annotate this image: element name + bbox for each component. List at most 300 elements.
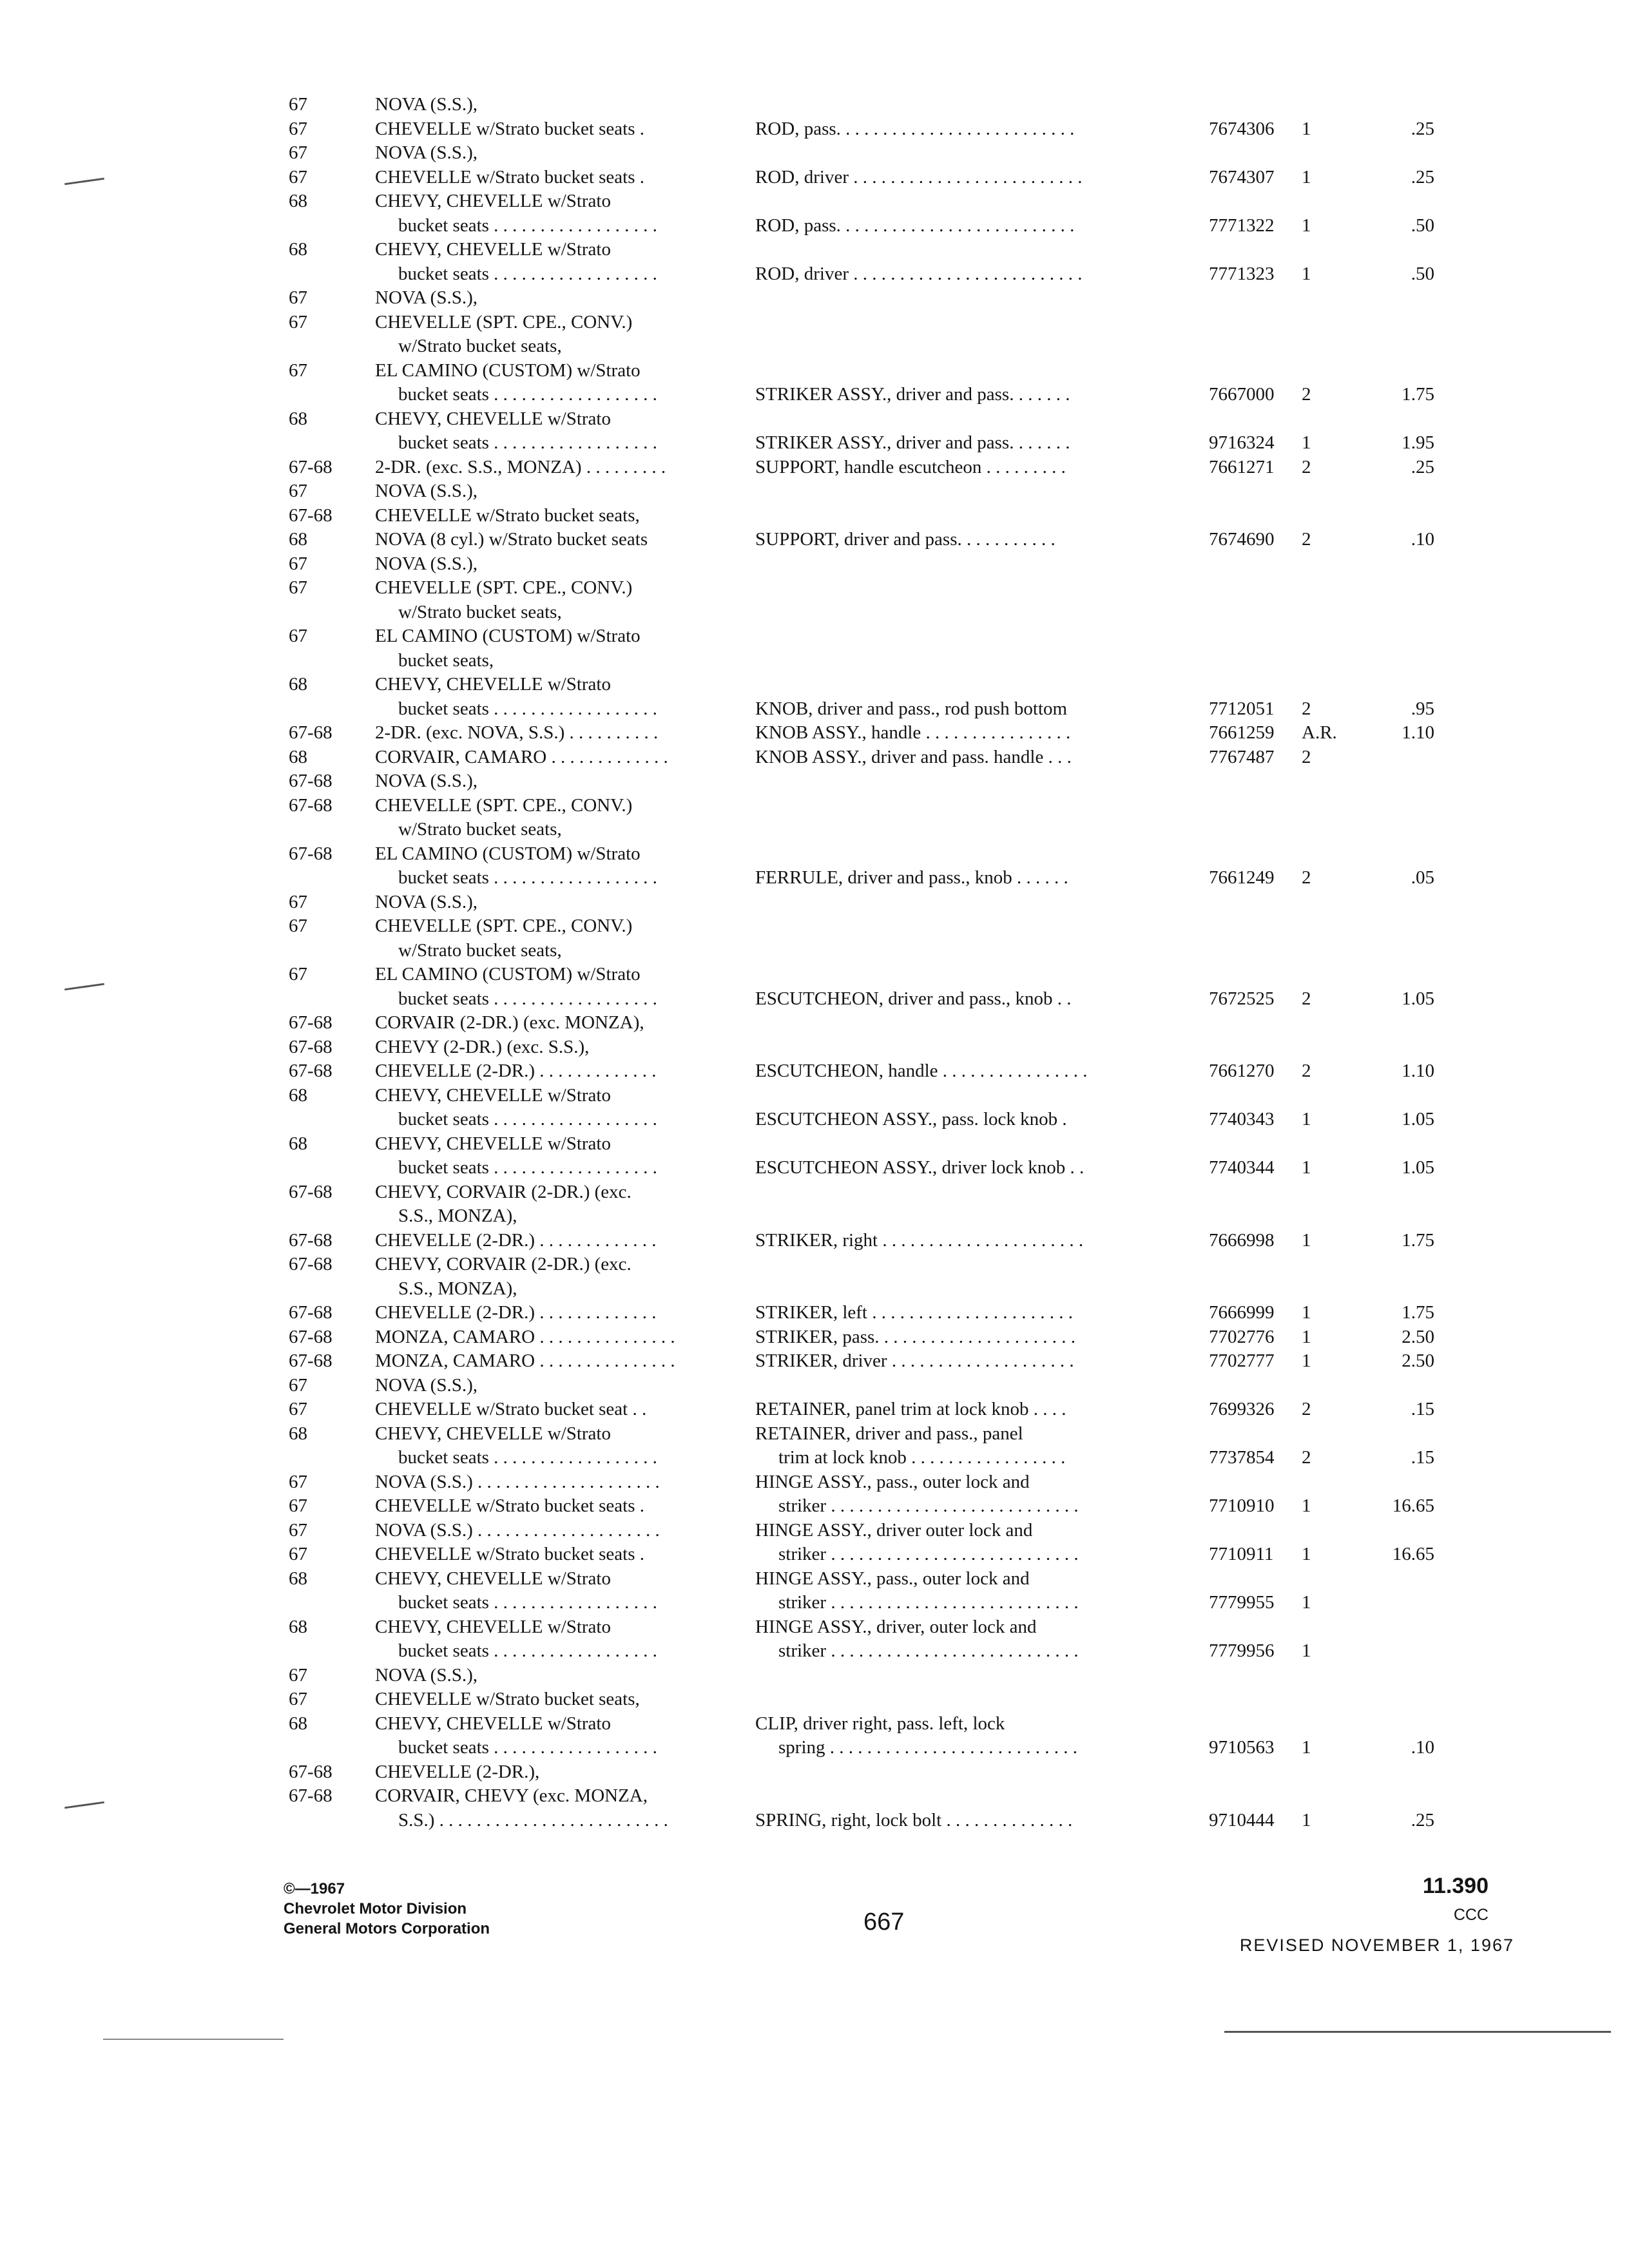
parts-row [284, 1542, 1521, 1567]
parts-row [284, 528, 1521, 552]
model-cell: w/Strato bucket seats, [398, 601, 562, 622]
model-year-cell: 67-68 [289, 1061, 333, 1081]
model-year-cell: 68 [289, 1568, 307, 1589]
price-cell: 16.65 [1392, 1544, 1434, 1564]
part-number-cell: 7674690 [1209, 529, 1275, 550]
parts-row [284, 1180, 1521, 1205]
quantity-cell: A.R. [1302, 722, 1337, 743]
corporation-name: General Motors Corporation [284, 1920, 490, 1937]
model-year-cell: 68 [289, 191, 307, 211]
model-cell: bucket seats . . . . . . . . . . . . . . . . . . [398, 1157, 657, 1178]
model-year-cell: 67 [289, 1399, 307, 1419]
model-year-cell: 68 [289, 746, 307, 767]
quantity-cell: 1 [1302, 1350, 1311, 1371]
model-year-cell: 67-68 [289, 771, 333, 791]
model-cell: bucket seats . . . . . . . . . . . . . . . . . . [398, 263, 657, 284]
price-cell: 1.05 [1402, 1109, 1434, 1129]
part-description-cell: ESCUTCHEON, handle . . . . . . . . . . . . . . . . [755, 1061, 1088, 1081]
model-cell: CHEVY, CHEVELLE w/Strato [375, 1133, 611, 1154]
model-year-cell: 67-68 [289, 722, 333, 743]
part-description-cell: ROD, driver . . . . . . . . . . . . . . . . . . . . . . . . . [755, 263, 1083, 284]
model-year-cell: 67 [289, 1374, 307, 1396]
parts-row [284, 914, 1521, 939]
part-description-cell: ROD, driver . . . . . . . . . . . . . . . . . . . . . . . . . [755, 166, 1083, 187]
model-cell: MONZA, CAMARO . . . . . . . . . . . . . . . [375, 1350, 675, 1371]
parts-row [284, 1084, 1521, 1108]
part-description-cell: KNOB ASSY., driver and pass. handle . . . [755, 746, 1072, 767]
parts-row [284, 504, 1521, 528]
quantity-cell: 1 [1302, 1592, 1311, 1613]
part-description-cell: STRIKER, driver . . . . . . . . . . . . . . . . . . . . [755, 1350, 1074, 1371]
parts-row [284, 721, 1521, 745]
division-name: Chevrolet Motor Division [284, 1900, 467, 1917]
model-year-cell: 67-68 [289, 843, 333, 864]
parts-row [284, 1229, 1521, 1253]
quantity-cell: 2 [1302, 1399, 1311, 1419]
model-cell: S.S., MONZA), [398, 1278, 517, 1299]
model-cell: bucket seats . . . . . . . . . . . . . . . . . . [398, 867, 657, 888]
part-number-cell: 7737854 [1209, 1447, 1275, 1468]
price-cell: 1.75 [1402, 384, 1434, 405]
quantity-cell: 2 [1302, 867, 1311, 888]
price-cell: .15 [1411, 1447, 1434, 1468]
model-year-cell: 67 [289, 1471, 307, 1492]
model-cell: NOVA (S.S.), [375, 553, 478, 574]
model-year-cell: 67-68 [289, 1229, 333, 1251]
model-cell: CHEVELLE (SPT. CPE., CONV.) [375, 794, 633, 816]
part-description-cell: striker . . . . . . . . . . . . . . . . . . . . . . . . . . . [778, 1592, 1079, 1613]
publisher-block [284, 1879, 490, 1939]
model-cell: EL CAMINO (CUSTOM) w/Strato [375, 964, 641, 985]
parts-row [284, 189, 1521, 214]
part-description-cell: HINGE ASSY., driver, outer lock and [755, 1616, 1037, 1637]
parts-row [284, 1687, 1521, 1712]
part-description-cell: FERRULE, driver and pass., knob . . . . . . [755, 867, 1068, 888]
model-year-cell: 67-68 [289, 1350, 333, 1371]
price-cell: .10 [1411, 529, 1434, 550]
parts-row [284, 745, 1521, 770]
model-cell: NOVA (S.S.), [375, 481, 478, 501]
part-number-cell: 7767487 [1209, 746, 1275, 767]
part-number-cell: 9716324 [1209, 432, 1275, 453]
part-description-cell: RETAINER, panel trim at lock knob . . . . [755, 1399, 1066, 1419]
model-cell: NOVA (S.S.), [375, 1664, 478, 1686]
parts-row [284, 1591, 1521, 1615]
model-year-cell: 67 [289, 1664, 307, 1686]
parts-row [284, 1470, 1521, 1495]
part-description-cell: RETAINER, driver and pass., panel [755, 1423, 1023, 1444]
parts-row [284, 166, 1521, 190]
scan-edge-mark [64, 1802, 104, 1809]
model-cell: CORVAIR, CHEVY (exc. MONZA, [375, 1785, 648, 1806]
model-year-cell: 67 [289, 311, 307, 332]
part-description-cell: SPRING, right, lock bolt . . . . . . . . . . . . . . [755, 1809, 1073, 1831]
model-cell: bucket seats . . . . . . . . . . . . . . . . . . [398, 432, 657, 453]
part-number-cell: 7771322 [1209, 215, 1275, 236]
part-description-cell: ESCUTCHEON ASSY., pass. lock knob . [755, 1109, 1067, 1129]
parts-row [284, 359, 1521, 383]
part-number-cell: 7661249 [1209, 867, 1275, 888]
model-cell: NOVA (S.S.), [375, 771, 478, 791]
parts-row [284, 1277, 1521, 1302]
part-description-cell: STRIKER, left . . . . . . . . . . . . . . . . . . . . . . [755, 1302, 1073, 1323]
quantity-cell: 2 [1302, 1061, 1311, 1081]
parts-row [284, 1736, 1521, 1760]
parts-row [284, 1712, 1521, 1736]
model-year-cell: 67 [289, 142, 307, 163]
model-year-cell: 68 [289, 1133, 307, 1154]
parts-row [284, 552, 1521, 577]
part-number-cell: 7661271 [1209, 456, 1275, 477]
model-cell: CHEVY, CORVAIR (2-DR.) (exc. [375, 1254, 631, 1274]
quantity-cell: 1 [1302, 1809, 1311, 1831]
model-cell: 2-DR. (exc. NOVA, S.S.) . . . . . . . . . . [375, 722, 659, 743]
model-year-cell: 67-68 [289, 1036, 333, 1057]
revision-date: REVISED NOVEMBER 1, 1967 [1239, 1936, 1514, 1955]
model-year-cell: 67-68 [289, 1254, 333, 1274]
quantity-cell: 2 [1302, 746, 1311, 767]
parts-row [284, 1639, 1521, 1664]
quantity-cell: 2 [1302, 988, 1311, 1009]
quantity-cell: 2 [1302, 456, 1311, 477]
part-number-cell: 7740343 [1209, 1109, 1275, 1129]
model-cell: CHEVY, CHEVELLE w/Strato [375, 1423, 611, 1444]
model-year-cell: 67-68 [289, 1302, 333, 1323]
parts-row [284, 1108, 1521, 1132]
model-year-cell: 67 [289, 577, 307, 598]
part-number-cell: 9710444 [1209, 1809, 1275, 1831]
quantity-cell: 2 [1302, 698, 1311, 719]
parts-row [284, 1011, 1521, 1035]
parts-row [284, 673, 1521, 697]
part-number-cell: 7710911 [1209, 1544, 1274, 1564]
parts-row [284, 987, 1521, 1012]
parts-row [284, 866, 1521, 890]
part-description-cell: ROD, pass. . . . . . . . . . . . . . . . . . . . . . . . . . [755, 118, 1075, 139]
price-cell: .25 [1411, 1809, 1434, 1831]
model-cell: w/Strato bucket seats, [398, 819, 562, 840]
quantity-cell: 2 [1302, 1447, 1311, 1468]
parts-row [284, 769, 1521, 794]
parts-row [284, 697, 1521, 722]
model-cell: NOVA (S.S.), [375, 287, 478, 308]
price-cell: 1.10 [1402, 1061, 1434, 1081]
parts-row [284, 576, 1521, 601]
model-year-cell: 68 [289, 674, 307, 695]
model-cell: CHEVELLE (SPT. CPE., CONV.) [375, 916, 633, 936]
parts-row [284, 431, 1521, 456]
model-cell: CHEVELLE w/Strato bucket seats, [375, 505, 640, 526]
part-number-cell: 7672525 [1209, 988, 1275, 1009]
page-number: 667 [863, 1908, 905, 1936]
parts-row [284, 479, 1521, 504]
section-number: 11.390 [1422, 1874, 1489, 1898]
model-cell: bucket seats . . . . . . . . . . . . . . . . . . [398, 1447, 657, 1468]
parts-row [284, 794, 1521, 818]
parts-row [284, 649, 1521, 673]
parts-row [284, 214, 1521, 238]
model-year-cell: 67-68 [289, 794, 333, 816]
model-cell: CHEVY, CHEVELLE w/Strato [375, 239, 611, 260]
parts-row [284, 1494, 1521, 1519]
model-cell: CHEVELLE (2-DR.) . . . . . . . . . . . . . [375, 1302, 657, 1323]
model-cell: CHEVELLE (SPT. CPE., CONV.) [375, 311, 633, 332]
quantity-cell: 1 [1302, 166, 1311, 187]
model-cell: CHEVELLE w/Strato bucket seats, [375, 1689, 640, 1709]
model-year-cell: 68 [289, 1084, 307, 1106]
model-cell: CHEVY, CHEVELLE w/Strato [375, 1084, 611, 1106]
price-cell: .50 [1411, 215, 1434, 236]
model-cell: NOVA (S.S.), [375, 891, 478, 912]
model-cell: NOVA (S.S.) . . . . . . . . . . . . . . . . . . . . [375, 1471, 660, 1492]
quantity-cell: 1 [1302, 1544, 1311, 1564]
parts-row [284, 1809, 1521, 1833]
model-year-cell: 68 [289, 1713, 307, 1734]
part-description-cell: HINGE ASSY., pass., outer lock and [755, 1568, 1030, 1589]
parts-listing [284, 93, 1521, 1832]
quantity-cell: 1 [1302, 1737, 1311, 1758]
part-number-cell: 7661270 [1209, 1061, 1275, 1081]
parts-row [284, 262, 1521, 287]
model-year-cell: 67 [289, 964, 307, 985]
quantity-cell: 2 [1302, 384, 1311, 405]
part-number-cell: 7710910 [1209, 1495, 1275, 1516]
price-cell: .25 [1411, 118, 1434, 139]
price-cell: .25 [1411, 166, 1434, 187]
quantity-cell: 1 [1302, 1229, 1311, 1251]
part-number-cell: 7667000 [1209, 384, 1275, 405]
part-description-cell: ESCUTCHEON, driver and pass., knob . . [755, 988, 1072, 1009]
model-year-cell: 67 [289, 553, 307, 574]
part-number-cell: 7674307 [1209, 166, 1275, 187]
model-cell: bucket seats . . . . . . . . . . . . . . . . . . [398, 1640, 657, 1661]
part-number-cell: 7666998 [1209, 1229, 1275, 1251]
parts-row [284, 286, 1521, 311]
price-cell: .15 [1411, 1399, 1434, 1419]
parts-row [284, 1059, 1521, 1084]
model-cell: CHEVELLE (SPT. CPE., CONV.) [375, 577, 633, 598]
quantity-cell: 1 [1302, 215, 1311, 236]
model-cell: NOVA (S.S.), [375, 1374, 478, 1396]
model-year-cell: 67 [289, 94, 307, 115]
model-cell: CHEVY, CHEVELLE w/Strato [375, 191, 611, 211]
model-year-cell: 67 [289, 626, 307, 646]
part-number-cell: 7740344 [1209, 1157, 1275, 1178]
parts-row [284, 93, 1521, 117]
model-year-cell: 67 [289, 166, 307, 187]
model-cell: CORVAIR, CAMARO . . . . . . . . . . . . . [375, 746, 668, 767]
part-description-cell: KNOB ASSY., handle . . . . . . . . . . . . . . . . [755, 722, 1071, 743]
part-description-cell: STRIKER, pass. . . . . . . . . . . . . . . . . . . . . . [755, 1326, 1076, 1347]
model-cell: CHEVELLE (2-DR.), [375, 1761, 540, 1782]
quantity-cell: 1 [1302, 1640, 1311, 1661]
part-number-cell: 7702777 [1209, 1350, 1275, 1371]
parts-row [284, 1519, 1521, 1543]
part-number-cell: 7712051 [1209, 698, 1275, 719]
price-cell: 1.05 [1402, 988, 1434, 1009]
parts-row [284, 818, 1521, 842]
model-cell: w/Strato bucket seats, [398, 939, 562, 961]
part-number-cell: 9710563 [1209, 1737, 1275, 1758]
parts-row [284, 1422, 1521, 1446]
model-year-cell: 67 [289, 891, 307, 912]
model-cell: bucket seats . . . . . . . . . . . . . . . . . . [398, 384, 657, 405]
quantity-cell: 1 [1302, 1157, 1311, 1178]
parts-row [284, 383, 1521, 407]
model-cell: MONZA, CAMARO . . . . . . . . . . . . . . . [375, 1326, 675, 1347]
parts-row [284, 1156, 1521, 1180]
parts-row [284, 1567, 1521, 1591]
model-cell: CHEVELLE w/Strato bucket seats . [375, 166, 644, 187]
price-cell: 2.50 [1402, 1350, 1434, 1371]
part-description-cell: STRIKER ASSY., driver and pass. . . . . . . [755, 384, 1070, 405]
part-description-cell: HINGE ASSY., driver outer lock and [755, 1519, 1033, 1541]
part-description-cell: CLIP, driver right, pass. left, lock [755, 1713, 1005, 1734]
quantity-cell: 2 [1302, 529, 1311, 550]
model-year-cell: 67-68 [289, 1181, 333, 1202]
quantity-cell: 1 [1302, 1326, 1311, 1347]
parts-row [284, 1664, 1521, 1688]
part-number-cell: 7702776 [1209, 1326, 1275, 1347]
model-cell: S.S., MONZA), [398, 1206, 517, 1226]
parts-row [284, 1784, 1521, 1809]
model-year-cell: 67 [289, 360, 307, 381]
model-cell: EL CAMINO (CUSTOM) w/Strato [375, 843, 641, 864]
parts-row [284, 1398, 1521, 1422]
part-number-cell: 7699326 [1209, 1399, 1275, 1419]
copyright-notice: ©—1967 [284, 1880, 345, 1898]
part-description-cell: spring . . . . . . . . . . . . . . . . . . . . . . . . . . . [778, 1737, 1077, 1758]
price-cell: .95 [1411, 698, 1434, 719]
price-cell: 1.75 [1402, 1229, 1434, 1251]
part-number-cell: 7661259 [1209, 722, 1275, 743]
part-number-cell: 7674306 [1209, 118, 1275, 139]
model-cell: bucket seats . . . . . . . . . . . . . . . . . . [398, 988, 657, 1009]
model-year-cell: 67 [289, 481, 307, 501]
part-number-cell: 7779956 [1209, 1640, 1275, 1661]
model-cell: NOVA (S.S.), [375, 142, 478, 163]
scan-edge-mark [64, 178, 104, 186]
part-number-cell: 7666999 [1209, 1302, 1275, 1323]
model-cell: CHEVELLE w/Strato bucket seats . [375, 1495, 644, 1516]
price-cell: .10 [1411, 1737, 1434, 1758]
model-year-cell: 68 [289, 1616, 307, 1637]
model-cell: 2-DR. (exc. S.S., MONZA) . . . . . . . . . [375, 456, 666, 477]
parts-row [284, 456, 1521, 480]
parts-row [284, 407, 1521, 432]
price-cell: 1.95 [1402, 432, 1434, 453]
model-cell: S.S.) . . . . . . . . . . . . . . . . . . . . . . . . . [398, 1809, 668, 1831]
model-cell: EL CAMINO (CUSTOM) w/Strato [375, 626, 641, 646]
part-description-cell: SUPPORT, handle escutcheon . . . . . . . . . [755, 456, 1066, 477]
model-cell: bucket seats . . . . . . . . . . . . . . . . . . [398, 1737, 657, 1758]
part-number-cell: 7771323 [1209, 263, 1275, 284]
part-description-cell: HINGE ASSY., pass., outer lock and [755, 1471, 1030, 1492]
parts-row [284, 624, 1521, 649]
price-cell: .50 [1411, 263, 1434, 284]
model-year-cell: 67-68 [289, 1761, 333, 1782]
part-description-cell: ROD, pass. . . . . . . . . . . . . . . . . . . . . . . . . . [755, 215, 1075, 236]
parts-row [284, 601, 1521, 625]
price-cell: 1.10 [1402, 722, 1434, 743]
model-cell: CHEVELLE (2-DR.) . . . . . . . . . . . . . [375, 1061, 657, 1081]
model-cell: CHEVY, CHEVELLE w/Strato [375, 674, 611, 695]
parts-row [284, 1760, 1521, 1785]
model-cell: NOVA (S.S.), [375, 94, 478, 115]
parts-row [284, 1132, 1521, 1157]
model-cell: bucket seats, [398, 649, 494, 671]
price-cell: 1.05 [1402, 1157, 1434, 1178]
model-year-cell: 67 [289, 1519, 307, 1541]
part-description-cell: trim at lock knob . . . . . . . . . . . . . . . . . [778, 1447, 1066, 1468]
model-year-cell: 67-68 [289, 456, 333, 477]
quantity-cell: 1 [1302, 263, 1311, 284]
model-cell: w/Strato bucket seats, [398, 336, 562, 356]
price-cell: 2.50 [1402, 1326, 1434, 1347]
model-cell: CHEVELLE w/Strato bucket seats . [375, 1544, 644, 1564]
model-cell: CHEVELLE w/Strato bucket seat . . [375, 1399, 647, 1419]
part-description-cell: STRIKER ASSY., driver and pass. . . . . . . [755, 432, 1070, 453]
model-year-cell: 68 [289, 1423, 307, 1444]
model-cell: CHEVELLE (2-DR.) . . . . . . . . . . . . . [375, 1229, 657, 1251]
model-cell: NOVA (8 cyl.) w/Strato bucket seats [375, 529, 648, 550]
quantity-cell: 1 [1302, 1302, 1311, 1323]
parts-row [284, 1204, 1521, 1229]
section-code: CCC [1453, 1906, 1489, 1924]
parts-row [284, 1374, 1521, 1398]
parts-row [284, 1349, 1521, 1374]
part-description-cell: KNOB, driver and pass., rod push bottom [755, 698, 1068, 719]
parts-row [284, 1301, 1521, 1325]
part-description-cell: striker . . . . . . . . . . . . . . . . . . . . . . . . . . . [778, 1495, 1079, 1516]
model-year-cell: 67 [289, 287, 307, 308]
parts-row [284, 890, 1521, 915]
model-year-cell: 68 [289, 408, 307, 429]
part-description-cell: striker . . . . . . . . . . . . . . . . . . . . . . . . . . . [778, 1544, 1079, 1564]
model-cell: CHEVY, CHEVELLE w/Strato [375, 1568, 611, 1589]
model-year-cell: 67 [289, 916, 307, 936]
parts-row [284, 238, 1521, 262]
model-cell: bucket seats . . . . . . . . . . . . . . . . . . [398, 215, 657, 236]
model-cell: CHEVY, CHEVELLE w/Strato [375, 1616, 611, 1637]
part-number-cell: 7779955 [1209, 1592, 1275, 1613]
quantity-cell: 1 [1302, 1495, 1311, 1516]
model-year-cell: 67-68 [289, 1326, 333, 1347]
model-year-cell: 67 [289, 1544, 307, 1564]
quantity-cell: 1 [1302, 432, 1311, 453]
model-year-cell: 67 [289, 1495, 307, 1516]
quantity-cell: 1 [1302, 1109, 1311, 1129]
part-description-cell: SUPPORT, driver and pass. . . . . . . . . . . [755, 529, 1055, 550]
price-cell: 16.65 [1392, 1495, 1434, 1516]
scan-edge-mark [1224, 2031, 1611, 2033]
parts-row [284, 842, 1521, 867]
model-cell: CHEVELLE w/Strato bucket seats . [375, 118, 644, 139]
model-year-cell: 67-68 [289, 1012, 333, 1033]
parts-row [284, 939, 1521, 963]
parts-row [284, 117, 1521, 142]
parts-row [284, 1615, 1521, 1640]
parts-row [284, 334, 1521, 359]
model-year-cell: 68 [289, 529, 307, 550]
model-cell: CHEVY (2-DR.) (exc. S.S.), [375, 1036, 590, 1057]
part-description-cell: striker . . . . . . . . . . . . . . . . . . . . . . . . . . . [778, 1640, 1079, 1661]
model-cell: bucket seats . . . . . . . . . . . . . . . . . . [398, 1109, 657, 1129]
parts-row [284, 311, 1521, 335]
price-cell: .25 [1411, 456, 1434, 477]
model-year-cell: 67-68 [289, 505, 333, 526]
model-cell: bucket seats . . . . . . . . . . . . . . . . . . [398, 698, 657, 719]
